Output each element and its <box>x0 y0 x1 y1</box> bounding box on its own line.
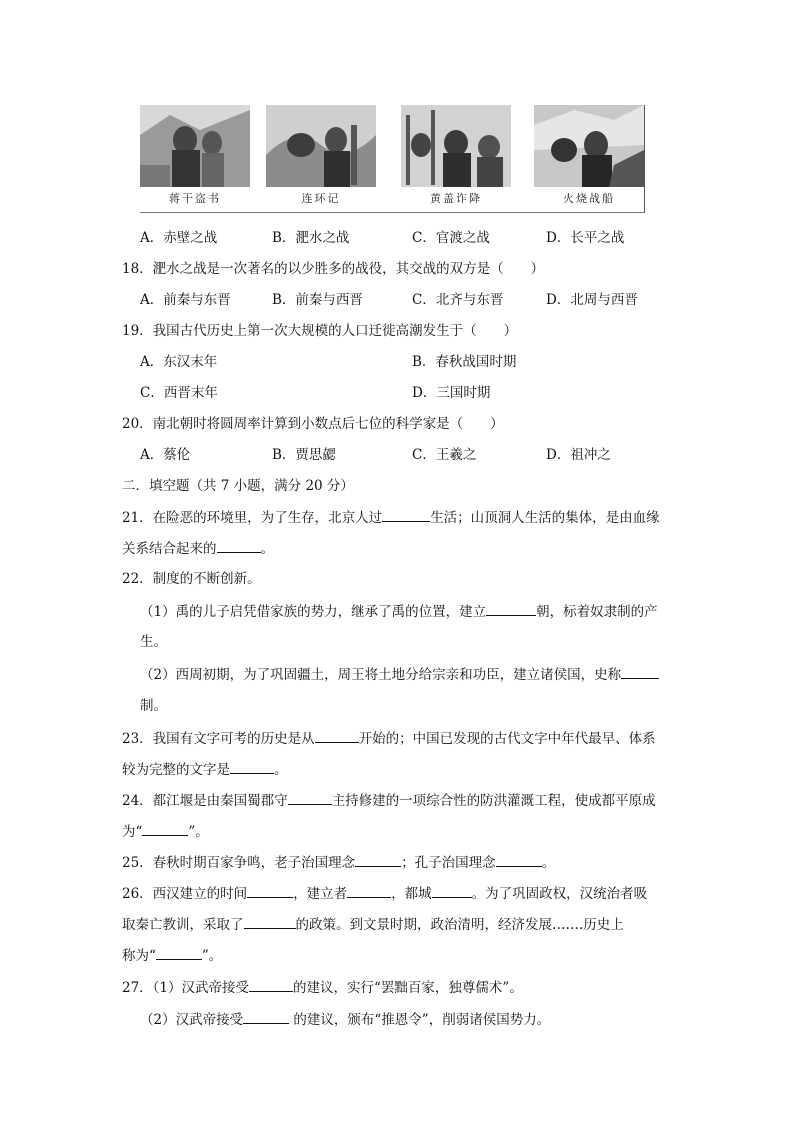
q27-part2-text-b: 的建议，颁布“推恩令”，削弱诸侯国势力。 <box>289 1012 551 1028</box>
illustration-panel-2 <box>266 105 376 212</box>
q24-blank-2[interactable] <box>142 821 188 836</box>
caption-2: 连环记 <box>301 192 341 205</box>
q26-text-b: ，建立者 <box>293 886 348 902</box>
illustration-panel-4 <box>534 105 644 212</box>
q19-option-d[interactable]: D．三国时期 <box>412 385 491 401</box>
q23-blank-1[interactable] <box>315 728 359 743</box>
q22-part1-line-2: 生。 <box>140 634 167 650</box>
q24-text-b: 主持修建的一项综合性的防洪灌溉工程，使成都平原成 <box>331 793 656 809</box>
q20-option-b[interactable]: B．贾思勰 <box>272 447 336 463</box>
q26-text-g: 称为“ <box>122 948 156 964</box>
q26-text-f: 的政策。到文景时期，政治清明，经济发展…….历史上 <box>295 917 624 933</box>
q24-line-1 <box>122 790 656 811</box>
q22-part1-text-a: （1）禹的儿子启凭借家族的势力，继承了禹的位置，建立 <box>140 604 487 620</box>
section-heading-fill-in: 二．填空题（共 7 小题，满分 20 分） <box>122 478 354 494</box>
q24-line-2 <box>122 821 209 842</box>
q26-text-e: 取秦亡教训，采取了 <box>122 917 244 933</box>
q23-text-c: 较为完整的文字是 <box>122 762 230 778</box>
q26-blank-2[interactable] <box>347 883 391 898</box>
q21-blank-1[interactable] <box>382 507 430 522</box>
q19-option-a[interactable]: A．东汉末年 <box>140 354 218 370</box>
q17-option-b[interactable]: B．淝水之战 <box>272 230 350 246</box>
scene-image-2 <box>266 105 376 187</box>
q25-line-1 <box>122 852 555 873</box>
q25-blank-2[interactable] <box>496 852 542 867</box>
scene-image-1 <box>140 105 250 187</box>
q22-part2-line-2: 制。 <box>140 698 167 714</box>
q21-line-2 <box>122 538 274 559</box>
q23-blank-2[interactable] <box>230 759 274 774</box>
q18-option-a[interactable]: A．前秦与东晋 <box>140 292 231 308</box>
caption-3: 黄盖诈降 <box>430 192 482 205</box>
q26-line-1 <box>122 883 647 904</box>
q27-part2-line <box>140 1009 550 1030</box>
q23-text-a: 23．我国有文字可考的历史是从 <box>122 731 315 747</box>
q21-text-c: 关系结合起来的 <box>122 541 217 557</box>
q24-text-c: 为“ <box>122 824 143 840</box>
q26-text-h: ”。 <box>201 948 223 964</box>
q22-part1-text-b: 朝，标着奴隶制的产 <box>536 604 658 620</box>
q27-part1-line <box>122 977 523 998</box>
q18-option-c[interactable]: C．北齐与东晋 <box>412 292 504 308</box>
q22-part1-line-1 <box>140 601 658 622</box>
q23-line-1 <box>122 728 656 749</box>
caption-1: 蒋干盗书 <box>169 192 221 205</box>
q19-option-c[interactable]: C．西晋末年 <box>140 385 218 401</box>
q26-text-c: ，都城 <box>391 886 432 902</box>
q26-blank-3[interactable] <box>432 883 472 898</box>
q26-blank-4[interactable] <box>244 914 296 929</box>
q23-text-b: 开始的；中国已发现的古代文字中年代最早、体系 <box>358 731 656 747</box>
q22-part2-line-1 <box>140 664 659 685</box>
scene-image-3 <box>401 105 511 187</box>
q25-text-a: 25．春秋时期百家争鸣，老子治国理念 <box>122 855 356 871</box>
q21-line-1 <box>122 507 660 528</box>
q22-blank-2[interactable] <box>621 664 659 679</box>
q26-blank-5[interactable] <box>156 945 202 960</box>
q26-text-d: 。为了巩固政权，汉统治者吸 <box>471 886 648 902</box>
q27-part1-text-a: 27．（1）汉武帝接受 <box>122 980 250 996</box>
battle-illustration-strip <box>140 105 645 213</box>
q23-line-2 <box>122 759 288 780</box>
q27-part1-text-b: 的建议，实行“罢黜百家，独尊儒术”。 <box>293 980 523 996</box>
q22-part2-text-a: （2）西周初期，为了巩固疆土，周王将土地分给宗亲和功臣，建立诸侯国，史称 <box>140 667 622 683</box>
q25-blank-1[interactable] <box>355 852 401 867</box>
illustration-panel-1 <box>140 105 250 212</box>
q24-blank-1[interactable] <box>288 790 332 805</box>
q20-stem: 20．南北朝时将圆周率计算到小数点后七位的科学家是（ ） <box>122 416 504 432</box>
q25-text-c: 。 <box>541 855 556 871</box>
q21-text-d: 。 <box>260 541 274 557</box>
q17-option-a[interactable]: A．赤壁之战 <box>140 230 218 246</box>
q21-blank-2[interactable] <box>217 538 261 553</box>
q18-stem: 18．淝水之战是一次著名的以少胜多的战役，其交战的双方是（ ） <box>122 261 545 277</box>
q26-line-3 <box>122 945 222 966</box>
q20-option-d[interactable]: D．祖冲之 <box>546 447 611 463</box>
q19-option-b[interactable]: B．春秋战国时期 <box>412 354 517 370</box>
q18-option-d[interactable]: D．北周与西晋 <box>546 292 638 308</box>
scene-image-4 <box>534 105 644 187</box>
illustration-panel-3 <box>401 105 511 212</box>
q21-text-b: 生活；山顶洞人生活的集体，是由血缘 <box>430 510 660 526</box>
q19-stem: 19．我国古代历史上第一次大规模的人口迁徙高潮发生于（ ） <box>122 323 518 339</box>
q26-text-a: 26．西汉建立的时间 <box>122 886 248 902</box>
q18-option-b[interactable]: B．前秦与西晋 <box>272 292 363 308</box>
q26-blank-1[interactable] <box>247 883 293 898</box>
q27-blank-2[interactable] <box>243 1009 289 1024</box>
q25-text-b: ；孔子治国理念 <box>401 855 496 871</box>
q22-stem: 22．制度的不断创新。 <box>122 571 261 587</box>
q26-line-2 <box>122 914 624 935</box>
q21-text-a: 21．在险恶的环境里，为了生存，北京人过 <box>122 510 383 526</box>
q20-option-c[interactable]: C．王羲之 <box>412 447 477 463</box>
q22-blank-1[interactable] <box>486 601 536 616</box>
q27-part2-text-a: （2）汉武帝接受 <box>140 1012 244 1028</box>
q17-option-d[interactable]: D．长平之战 <box>546 230 625 246</box>
q24-text-a: 24．都江堰是由秦国蜀郡守 <box>122 793 288 809</box>
caption-4: 火烧战船 <box>563 192 615 205</box>
q27-blank-1[interactable] <box>249 977 293 992</box>
q17-option-c[interactable]: C．官渡之战 <box>412 230 490 246</box>
q24-text-d: ”。 <box>188 824 209 840</box>
q20-option-a[interactable]: A．蔡伦 <box>140 447 191 463</box>
q23-text-d: 。 <box>274 762 288 778</box>
